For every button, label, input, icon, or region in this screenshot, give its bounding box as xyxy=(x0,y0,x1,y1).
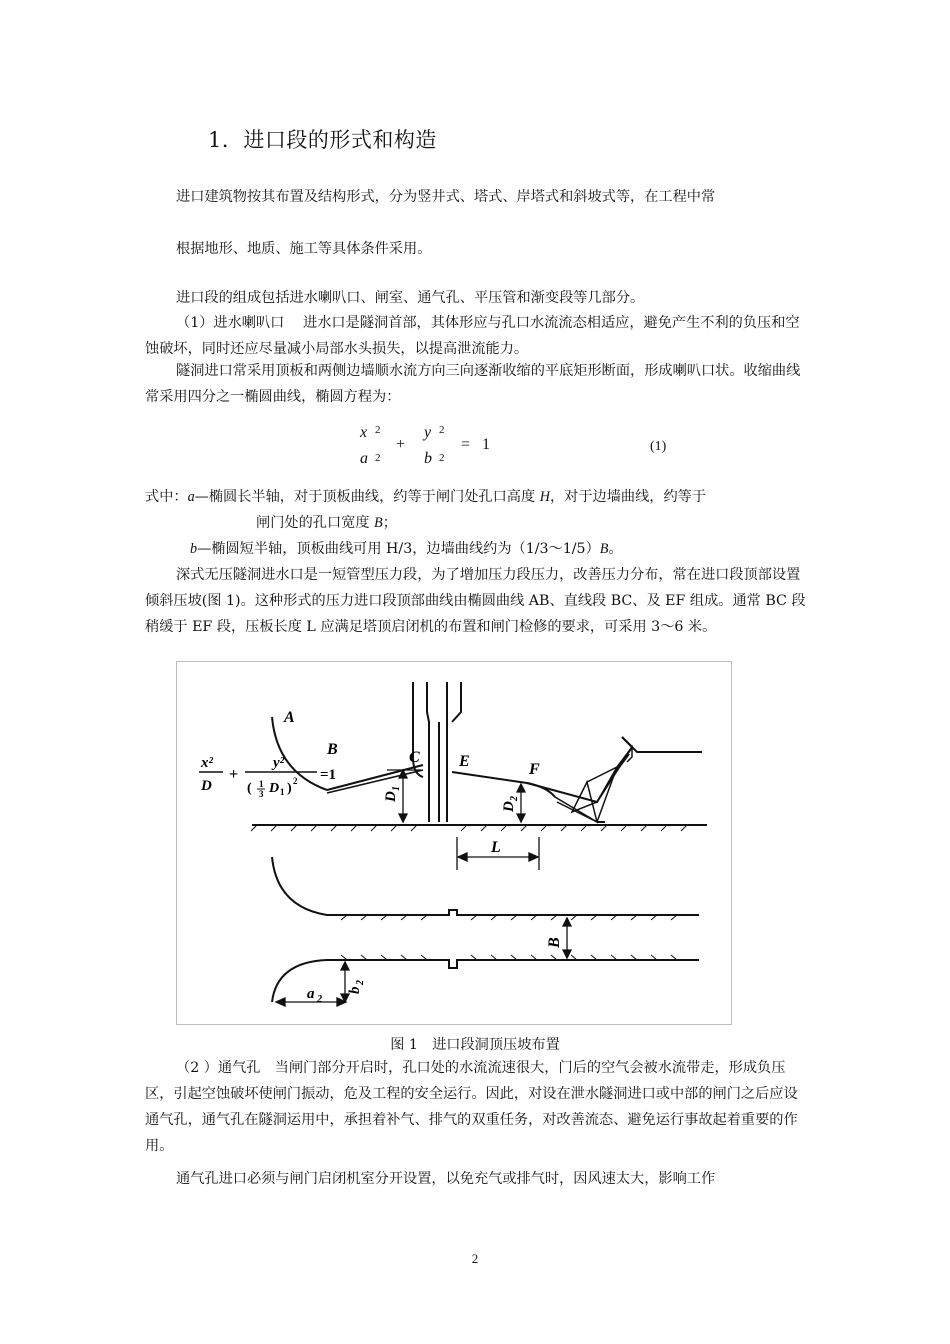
eq-x: x xyxy=(360,424,368,441)
plan-bottom-wall xyxy=(272,960,699,1002)
p6-text3: 闸门处的孔口宽度 xyxy=(256,515,375,531)
formula-x2: x² xyxy=(201,755,213,771)
formula-third: ( xyxy=(247,781,252,796)
paragraph-9: （2 ）通气孔 当闸门部分开启时，孔口处的水流流速很大，门后的空气会被水流带走，形成负压区，引起空蚀破坏使闸门振动，危及工程的安全运行。因此，对设在泄水隧洞进口或中部的闸门之后应设通气孔，通气孔在隧洞运用中，承担着补气、排气的双重任务，对改善流态、避免运行事故起着重要的作用。 xyxy=(145,1060,798,1154)
formula-eq: =1 xyxy=(320,767,337,783)
eq-one: 1 xyxy=(482,436,490,453)
p6-prefix: 式中： xyxy=(145,489,188,505)
label-D2-sub: 2 xyxy=(509,796,520,801)
ellipse-equation xyxy=(350,422,690,474)
p7-text2: 。 xyxy=(608,541,623,557)
section-heading: 1．进口段的形式和构造 xyxy=(208,128,437,152)
paragraph-1: 进口建筑物按其布置及结构形式，分为竖井式、塔式、岸塔式和斜坡式等，在工程中常 xyxy=(176,189,716,205)
paragraph-3: 进口段的组成包括进水喇叭口、闸室、通气孔、平压管和渐变段等几部分。 xyxy=(176,290,645,306)
eq-a-exp: 2 xyxy=(375,452,381,464)
label-A: A xyxy=(284,709,295,726)
paragraph-2: 根据地形、地质、施工等具体条件采用。 xyxy=(176,241,432,257)
eq-equals: = xyxy=(461,436,471,453)
shaft-left-wall xyxy=(427,682,429,822)
plan-top-wall xyxy=(272,857,699,915)
svg-text:3: 3 xyxy=(259,789,264,799)
eq-a: a xyxy=(360,450,368,467)
figure-formula xyxy=(199,755,336,799)
label-B: B xyxy=(327,741,338,758)
paragraph-5: 隧洞进口常采用顶板和两侧边墙顺水流方向三向逐渐收缩的平底矩形断面，形成喇叭口状。收缩曲线常采用四分之一椭圆曲线，椭圆方程为： xyxy=(145,363,801,405)
paragraph-6-line2 xyxy=(256,510,756,536)
p7-B: B xyxy=(599,541,609,557)
eq-number: (1) xyxy=(650,439,667,454)
label-a2-sub: 2 xyxy=(317,994,322,1005)
paragraph-7 xyxy=(190,536,790,562)
svg-text:1: 1 xyxy=(280,787,285,797)
line-EF xyxy=(452,772,527,783)
eq-x-exp: 2 xyxy=(375,424,381,436)
p6-text1: —椭圆长半轴，对于顶板曲线，约等于闸门处孔口高度 xyxy=(194,489,540,505)
label-b2-sub: 2 xyxy=(355,980,366,985)
label-D1: D xyxy=(383,791,399,802)
label-a2: a xyxy=(307,986,315,1002)
formula-plus: + xyxy=(229,766,239,783)
crest-line xyxy=(622,737,702,752)
label-F: F xyxy=(529,761,540,778)
label-C: C xyxy=(409,749,420,766)
eq-y-exp: 2 xyxy=(439,424,445,436)
plan-hatching xyxy=(341,915,677,960)
svg-text:): ) xyxy=(287,781,292,796)
eq-b-exp: 2 xyxy=(439,452,445,464)
p7-text1: —椭圆短半轴，顶板曲线可用 H/3，边墙曲线约为（1/3～1/5） xyxy=(197,541,600,557)
p6-text2: ，对于边墙曲线，约等于 xyxy=(549,489,707,505)
svg-text:2: 2 xyxy=(293,776,298,786)
line-BC-upper xyxy=(327,765,423,790)
label-B-width: B xyxy=(546,937,563,948)
formula-D1: D xyxy=(201,778,212,794)
line-BC-lower xyxy=(327,770,423,793)
dimension-B xyxy=(563,918,571,958)
figure-1 xyxy=(176,661,732,1025)
p6-H: H xyxy=(539,489,550,505)
page-number: 2 xyxy=(471,1251,479,1266)
figure-caption: 图 1 进口段洞顶压坡布置 xyxy=(390,1037,560,1053)
svg-text:1: 1 xyxy=(259,779,264,789)
label-D2: D xyxy=(501,801,517,812)
paragraph-4: （1）进水喇叭口 进水口是隧洞首部，其体形应与孔口水流流态相适应，避免产生不利的负压和空蚀破坏，同时还应尽量减小局部水头损失，以提高泄流能力。 xyxy=(145,315,800,357)
label-b2: b xyxy=(347,986,363,994)
paragraph-6-line1 xyxy=(145,484,810,510)
label-D1-sub: 1 xyxy=(391,786,402,791)
label-E: E xyxy=(459,753,470,770)
eq-plus: + xyxy=(396,436,406,453)
tunnel-inlet-diagram xyxy=(177,662,733,1026)
svg-text:D: D xyxy=(269,781,280,796)
label-L: L xyxy=(491,839,501,856)
eq-y: y xyxy=(424,424,432,441)
p6-a: a xyxy=(187,489,195,505)
p6-B: B xyxy=(374,515,383,531)
dimension-D2 xyxy=(517,784,525,822)
formula-y2: y² xyxy=(273,755,285,771)
curve-AB xyxy=(272,717,327,790)
eq-b: b xyxy=(424,450,432,467)
paragraph-10: 通气孔进口必须与闸门启闭机室分开设置，以免充气或排气时，因风速太大，影响工作 xyxy=(176,1171,716,1187)
p6-text4: ； xyxy=(382,515,397,531)
shaft-right-outer xyxy=(452,682,461,722)
paragraph-8: 深式无压隧洞进水口是一短管型压力段，为了增加压力段压力，改善压力分布，常在进口段顶部设置倾斜压坡(图 1)。这种形式的压力进口段顶部曲线由椭圆曲线 AB、直线段 BC、及 EF 组成。通常 BC 段稍缓于 EF 段，压板长度 L 应满足塔顶启闭机的布置和闸门检修的要求，可采用 3～6 米。 xyxy=(145,567,806,635)
p7-b: b xyxy=(190,541,198,557)
